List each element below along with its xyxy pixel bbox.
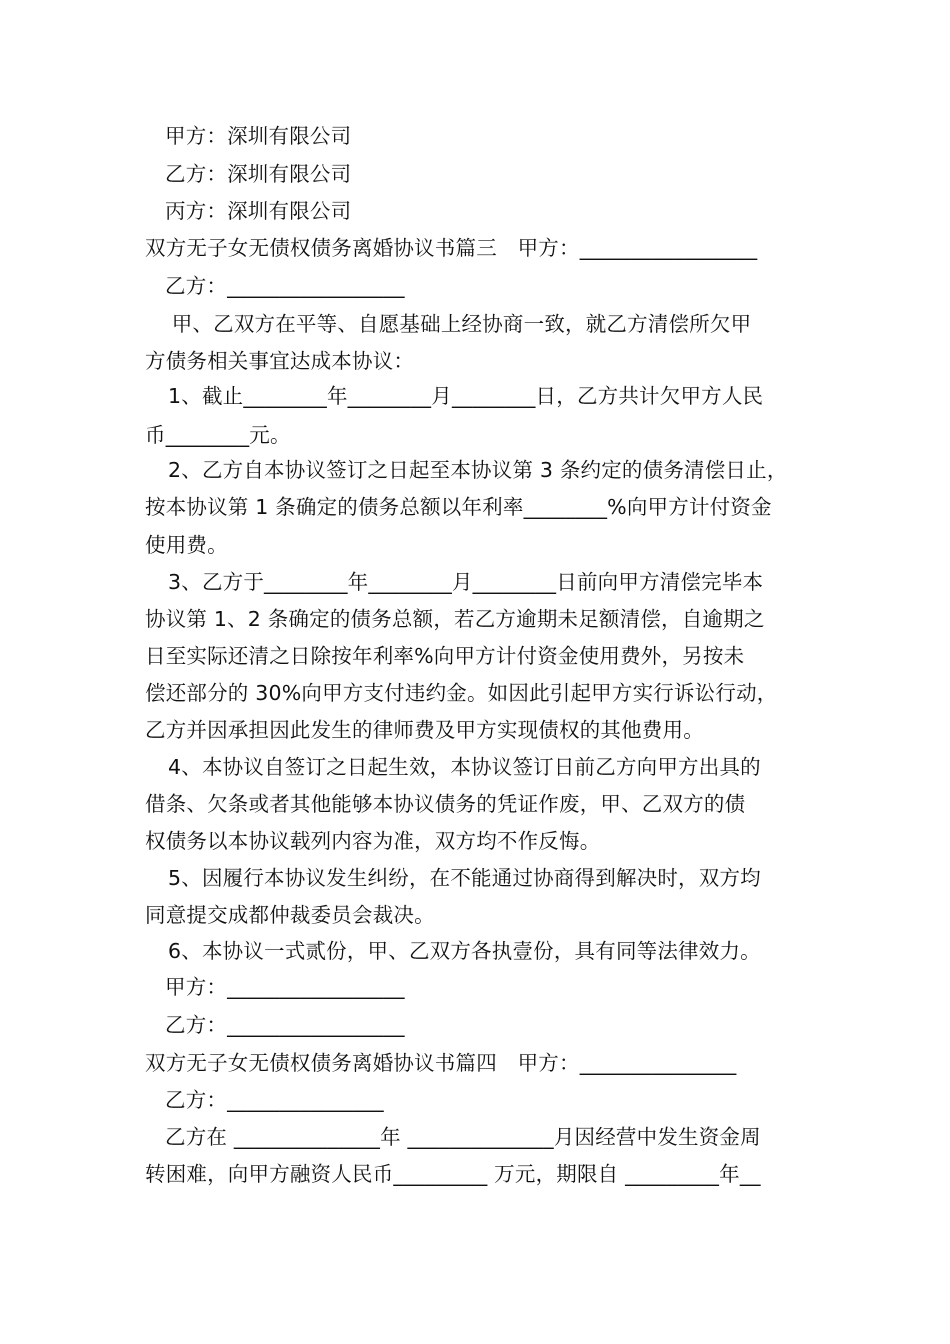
clause-3-line-4: 偿还部分的 30%向甲方支付违约金。如因此引起甲方实行诉讼行动， <box>145 681 778 705</box>
clause-3-line-1: 3、乙方于________年________月________日前向甲方清偿完毕本 <box>168 570 764 594</box>
clause-2-line-2: 按本协议第 1 条确定的债务总额以年利率________%向甲方计付资金 <box>145 495 772 519</box>
party-c-line: 丙方：深圳有限公司 <box>165 199 352 223</box>
clause-4-line-1: 4、本协议自签订之日起生效，本协议签订日前乙方向甲方出具的 <box>168 755 761 779</box>
section-three-party-b: 乙方：_________________ <box>165 274 405 298</box>
clause-5-line-1: 5、因履行本协议发生纠纷，在不能通过协商得到解决时，双方均 <box>168 866 761 890</box>
clause-5-line-2: 同意提交成都仲裁委员会裁决。 <box>145 903 435 927</box>
clause-4-line-2: 借条、欠条或者其他能够本协议债务的凭证作废，甲、乙双方的债 <box>145 792 746 816</box>
clause-2-line-1: 2、乙方自本协议签订之日起至本协议第 3 条约定的债务清偿日止， <box>168 458 788 482</box>
section-four-heading: 双方无子女无债权债务离婚协议书篇四 甲方：_______________ <box>145 1051 737 1075</box>
signature-party-a: 甲方：_________________ <box>165 975 405 999</box>
clause-4-line-3: 权债务以本协议载列内容为准，双方均不作反悔。 <box>145 829 601 853</box>
clause-1-line-1: 1、截止________年________月________日，乙方共计欠甲方人民 <box>168 384 764 408</box>
party-b-line: 乙方：深圳有限公司 <box>165 162 352 186</box>
section-four-body-line-1: 乙方在 ______________年 ______________月因经营中发生资金周 <box>165 1125 761 1149</box>
clause-3-line-2: 协议第 1、2 条确定的债务总额，若乙方逾期未足额清偿，自逾期之 <box>145 607 765 631</box>
clause-2-line-3: 使用费。 <box>145 533 228 557</box>
clause-3-line-3: 日至实际还清之日除按年利率%向甲方计付资金使用费外，另按未 <box>145 644 745 668</box>
signature-party-b: 乙方：_________________ <box>165 1013 405 1037</box>
intro-paragraph-line-1: 甲、乙双方在平等、自愿基础上经协商一致，就乙方清偿所欠甲 <box>165 312 752 336</box>
section-four-party-b: 乙方：_______________ <box>165 1088 384 1112</box>
party-a-line: 甲方：深圳有限公司 <box>165 124 352 148</box>
intro-paragraph-line-2: 方债务相关事宜达成本协议： <box>145 349 415 373</box>
clause-6-line: 6、本协议一式贰份，甲、乙双方各执壹份，具有同等法律效力。 <box>168 939 761 963</box>
clause-1-line-2: 币________元。 <box>145 423 291 447</box>
section-three-heading: 双方无子女无债权债务离婚协议书篇三 甲方：_________________ <box>145 236 758 260</box>
clause-3-line-5: 乙方并因承担因此发生的律师费及甲方实现债权的其他费用。 <box>145 718 704 742</box>
section-four-body-line-2: 转困难，向甲方融资人民币_________ 万元，期限自 _________年__ <box>145 1162 761 1186</box>
